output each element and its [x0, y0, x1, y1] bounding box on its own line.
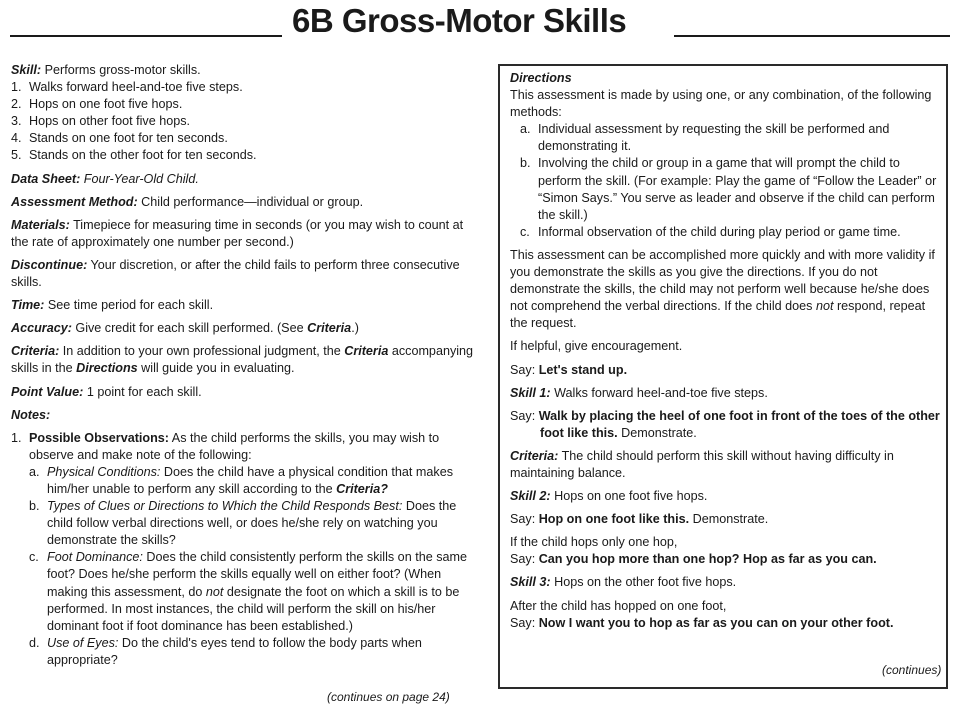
skill-1: Skill 1: Walks forward heel-and-toe five steps. [510, 385, 768, 400]
notes-label: Notes: [11, 407, 51, 422]
list-item: 5. Stands on the other foot for ten seconds. [11, 148, 257, 163]
say-hop: Say: Hop on one foot like this. Demonstrate. [510, 512, 769, 527]
assessment-method: Assessment Method: Child performance—individual or group. [11, 194, 364, 209]
header-rule-right [674, 35, 950, 37]
list-item: c. Foot Dominance: Does the child consistently perform the skills on the same foot? Does he/she perform the skills equally well on either foot? (When making this assessment, do not designate the foot on which a skill is to be performed. In most instances, the child will perform the skill on his/her dominant foot if foot dominance has been established.) [29, 550, 467, 633]
skill-2: Skill 2: Hops on one foot five hops. [510, 489, 708, 504]
say-stand-up: Say: Let's stand up. [510, 362, 628, 377]
discontinue: Discontinue: Your discretion, or after the child fails to perform three consecutive skills. [11, 257, 460, 290]
materials: Materials: Timepiece for measuring time in seconds (or you may wish to count at the rate of approximately one number per second.) [11, 217, 464, 249]
skill-list [11, 79, 483, 164]
criteria-balance: Criteria: The child should perform this skill without having difficulty in maintaining balance. [510, 448, 894, 480]
skill-line [11, 62, 483, 79]
continues-label: (continues) [882, 663, 942, 677]
validity-paragraph: This assessment can be accomplished more quickly and with more validity if you demonstrate the skills as you give the directions. If you do not demonstrate the skills, the child may not perform well because he/she does not comprehend the verbal directions. If the child does not respond, repeat the request. [510, 247, 935, 331]
methods-list [510, 121, 942, 241]
list-item: d. Use of Eyes: Do the child's eyes tend to follow the body parts when appropriate? [29, 635, 422, 667]
skill-label: Skill: [11, 63, 42, 77]
directions-intro: This assessment is made by using one, or any combination, of the following methods: [510, 88, 932, 120]
say-other-foot: Say: Now I want you to hop as far as you can on your other foot. [510, 615, 894, 630]
accuracy: Accuracy: Give credit for each skill performed. (See Criteria.) [11, 321, 359, 336]
say-walk: Say: Walk by placing the heel of one foot in front of the toes of the other foot like this. Demonstrate. [510, 408, 940, 440]
list-item: 1. Walks forward heel-and-toe five steps. [11, 80, 243, 95]
list-item: 1. Possible Observations: As the child performs the skills, you may wish to observe and make note of the following: [11, 430, 440, 462]
after-hopped: After the child has hopped on one foot, [510, 598, 727, 613]
list-item: c. Informal observation of the child during play period or game time. [520, 224, 901, 239]
data-sheet: Data Sheet: Four-Year-Old Child. [11, 171, 199, 186]
header-rule-left [10, 35, 282, 37]
time: Time: See time period for each skill. [11, 298, 214, 313]
list-item: 4. Stands on one foot for ten seconds. [11, 131, 228, 146]
notes-list [11, 430, 483, 669]
list-item: b. Types of Clues or Directions to Which the Child Responds Best: Does the child follow verbal directions well, or does he/she rely on watching you demonstrate the skills? [29, 499, 457, 548]
list-item: a. Individual assessment by requesting the skill be performed and demonstrating it. [520, 122, 890, 154]
criteria: Criteria: In addition to your own professional judgment, the Criteria accompanying skills in the Directions will guide you in evaluating. [11, 344, 474, 376]
directions-heading: Directions [510, 71, 572, 85]
page-header [0, 0, 960, 56]
skill-text: Performs gross-motor skills. [44, 63, 201, 77]
list-item: a. Physical Conditions: Does the child have a physical condition that makes him/her unable to perform any skill according to the Criteria? [29, 464, 454, 496]
list-item: b. Involving the child or group in a game that will prompt the child to perform the skill. (For example: Play the game of “Follow the Leader” or “Simon Says.” You serve as leader and observe if the child can perform the skill.) [520, 156, 937, 222]
left-column [11, 62, 483, 675]
continues-on-page: (continues on page 24) [327, 690, 450, 704]
list-item: 3. Hops on other foot five hops. [11, 114, 191, 129]
hops-once: If the child hops only one hop, [510, 535, 678, 550]
point-value: Point Value: 1 point for each skill. [11, 384, 202, 399]
list-item: 2. Hops on one foot five hops. [11, 97, 183, 112]
page-title: 6B Gross-Motor Skills [292, 2, 627, 39]
skill-3: Skill 3: Hops on the other foot five hops. [510, 575, 737, 590]
observations-list [11, 464, 483, 669]
say-hop-more: Say: Can you hop more than one hop? Hop as far as you can. [510, 552, 877, 567]
directions-column [510, 70, 942, 638]
encouragement: If helpful, give encouragement. [510, 339, 683, 354]
